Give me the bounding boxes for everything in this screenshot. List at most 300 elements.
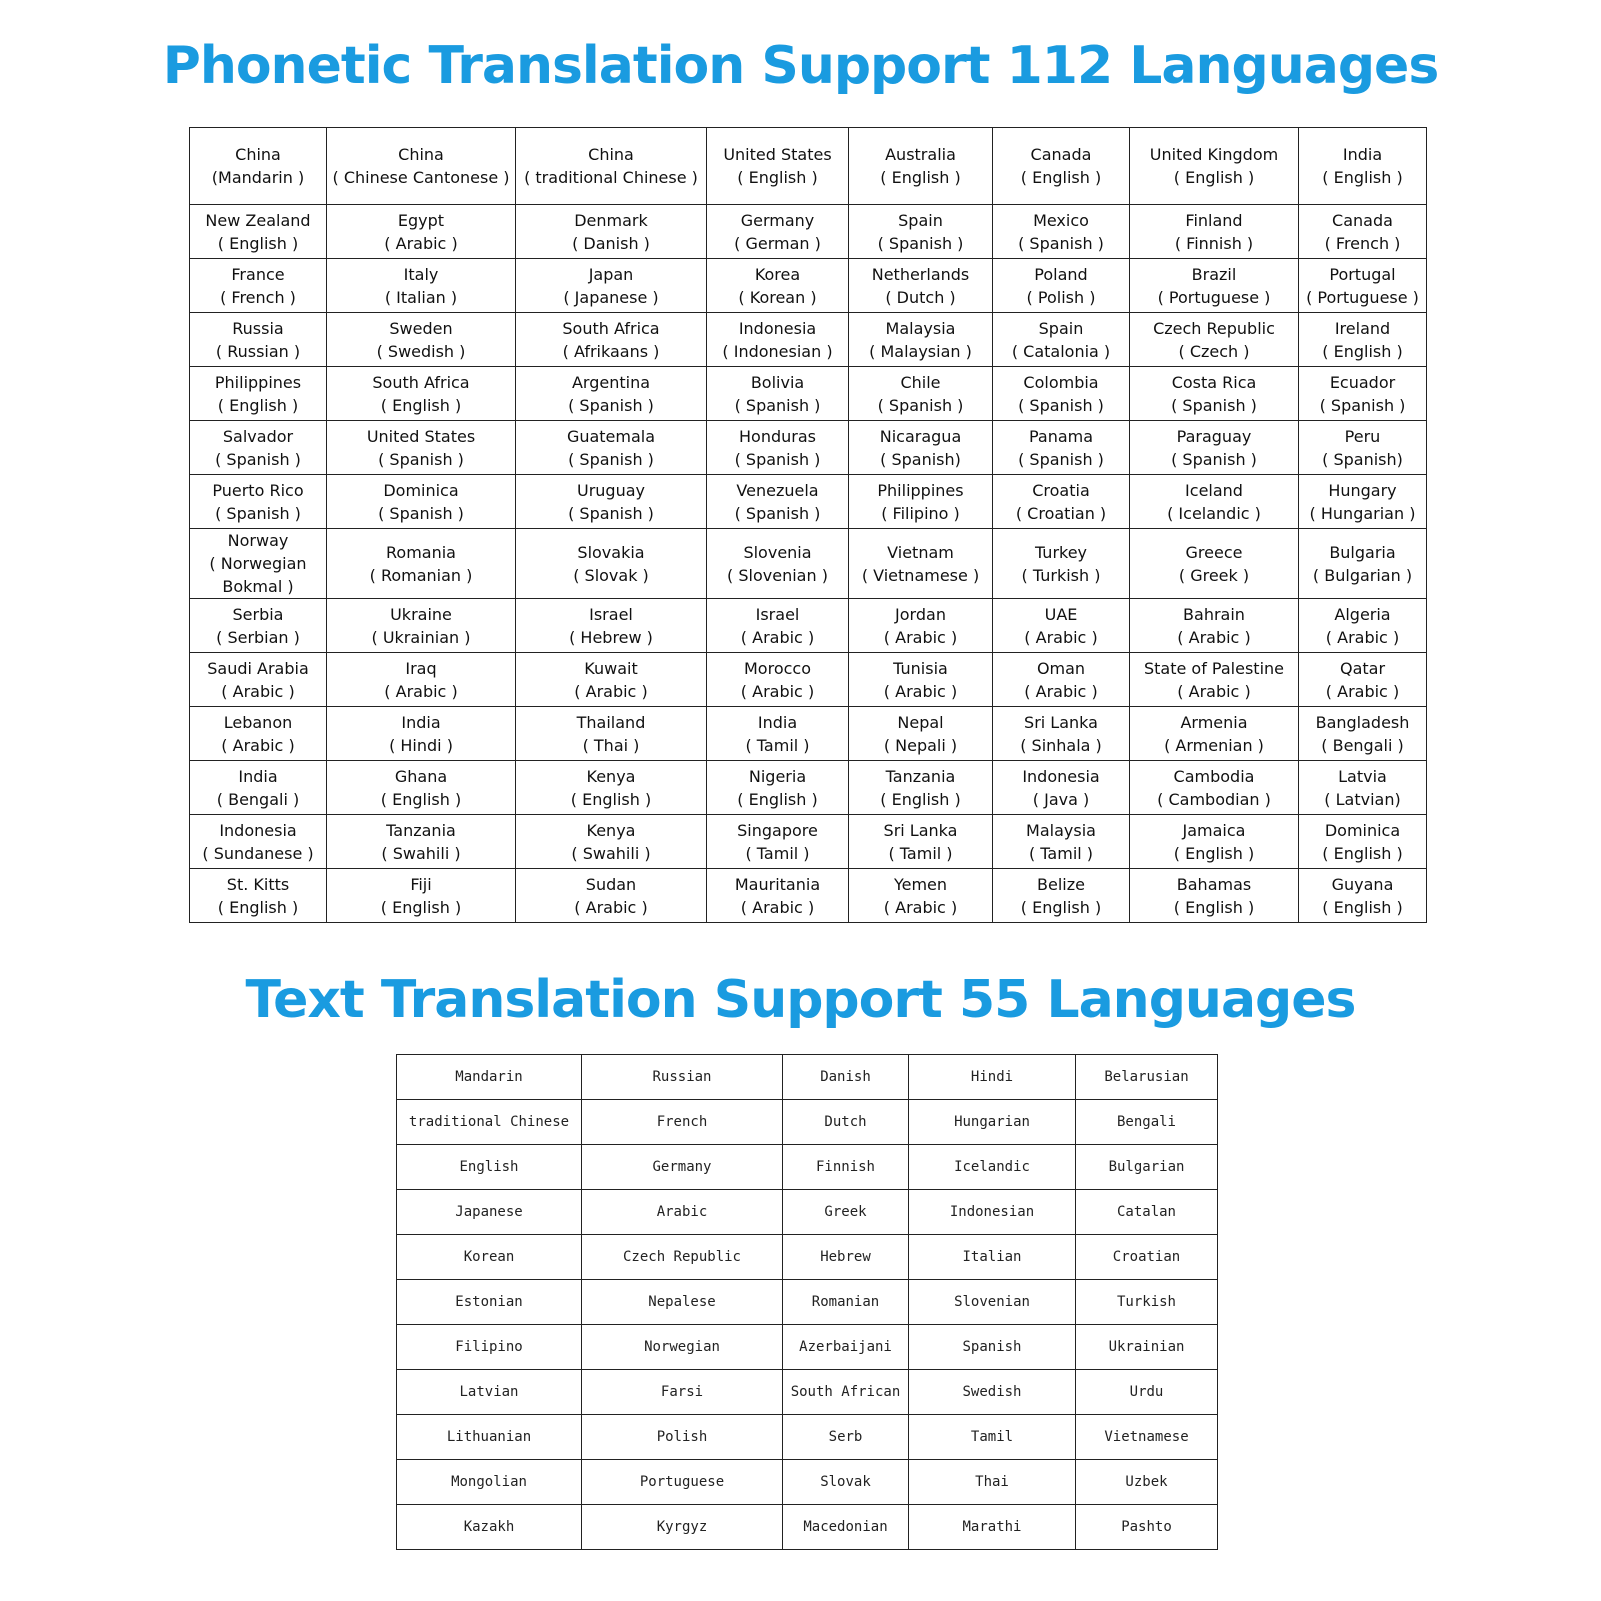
table-row	[397, 1100, 1218, 1145]
language-label: ( Spanish )	[734, 503, 821, 523]
language-label: ( Tamil )	[888, 843, 953, 863]
country-label: Dominica	[383, 480, 459, 500]
table-row	[397, 1190, 1218, 1235]
language-cell	[1130, 475, 1299, 529]
country-label: Iraq	[405, 658, 437, 678]
language-cell	[1299, 128, 1427, 205]
country-label: Fiji	[410, 874, 432, 894]
country-label: Greece	[1185, 542, 1243, 562]
language-cell	[849, 367, 993, 421]
language-label: ( Thai )	[582, 735, 640, 755]
language-label: ( English )	[380, 395, 462, 415]
language-cell	[849, 653, 993, 707]
language-label: (Mandarin )	[211, 168, 305, 187]
language-cell	[516, 653, 707, 707]
language-label: ( Spanish )	[1018, 395, 1104, 415]
language-cell	[516, 259, 707, 313]
language-label: ( English )	[1173, 897, 1255, 917]
language-label: ( Arabic )	[1024, 627, 1098, 647]
language-cell	[1130, 259, 1299, 313]
language-label: ( Bengali )	[1321, 735, 1404, 755]
country-label: Spain	[1038, 318, 1084, 338]
language-cell	[1130, 815, 1299, 869]
language-cell	[1130, 529, 1299, 599]
country-label: Salvador	[222, 426, 294, 446]
language-cell: Portuguese	[582, 1460, 783, 1505]
language-label: ( Arabic )	[221, 681, 295, 701]
table-row	[397, 1505, 1218, 1550]
language-label: ( Hebrew )	[569, 627, 653, 647]
country-label: Kenya	[586, 820, 636, 840]
language-cell: Indonesian	[909, 1190, 1076, 1235]
language-label: ( English )	[1322, 341, 1403, 361]
language-cell	[1130, 869, 1299, 923]
language-cell: Korean	[397, 1235, 582, 1280]
language-cell	[849, 599, 993, 653]
language-label: ( English )	[1322, 843, 1403, 863]
language-cell	[516, 529, 707, 599]
language-label: ( Spanish )	[877, 395, 964, 415]
language-label: ( Arabic )	[1325, 627, 1400, 647]
language-cell	[1299, 205, 1427, 259]
language-cell	[190, 367, 327, 421]
language-label: ( English )	[380, 897, 462, 917]
language-cell	[190, 259, 327, 313]
country-label: Israel	[589, 604, 633, 624]
language-cell: Filipino	[397, 1325, 582, 1370]
language-label: ( French )	[220, 287, 296, 307]
language-label: ( English )	[380, 789, 462, 809]
language-cell: Japanese	[397, 1190, 582, 1235]
table-row	[397, 1055, 1218, 1100]
language-cell	[190, 313, 327, 367]
country-label: UAE	[1044, 604, 1078, 624]
country-label: Israel	[755, 604, 800, 624]
language-cell	[993, 205, 1130, 259]
language-cell	[993, 421, 1130, 475]
language-cell	[993, 475, 1130, 529]
language-label: ( Spanish )	[1018, 449, 1104, 469]
language-cell: English	[397, 1145, 582, 1190]
language-label: ( English )	[217, 233, 299, 253]
language-cell: Estonian	[397, 1280, 582, 1325]
language-cell	[707, 761, 849, 815]
language-label: ( Greek )	[1178, 565, 1250, 585]
language-label: ( English )	[737, 168, 818, 187]
language-label: ( Arabic )	[883, 897, 958, 917]
country-label: Malaysia	[885, 318, 956, 338]
country-label: Ukraine	[390, 604, 452, 624]
language-cell	[190, 653, 327, 707]
table-row	[190, 653, 1427, 707]
language-label: ( English )	[737, 789, 818, 809]
language-cell: Ukrainian	[1076, 1325, 1218, 1370]
table-row	[397, 1325, 1218, 1370]
language-cell	[707, 259, 849, 313]
table-row	[190, 869, 1427, 923]
table-row	[190, 313, 1427, 367]
country-label: France	[231, 264, 285, 284]
country-label: Sudan	[585, 874, 637, 894]
language-cell	[190, 815, 327, 869]
language-cell: Mandarin	[397, 1055, 582, 1100]
language-label: ( Serbian )	[216, 627, 300, 647]
language-label: ( Hindi )	[389, 735, 453, 755]
country-label: State of Palestine	[1143, 658, 1284, 678]
language-cell	[707, 869, 849, 923]
language-cell: Croatian	[1076, 1235, 1218, 1280]
language-label: ( Russian )	[215, 341, 301, 361]
language-cell	[516, 869, 707, 923]
language-cell	[993, 367, 1130, 421]
country-label: Philippines	[214, 372, 302, 392]
country-label: South Africa	[372, 372, 470, 392]
language-cell	[993, 313, 1130, 367]
table-row	[190, 815, 1427, 869]
country-label: Germany	[740, 210, 815, 230]
language-cell	[849, 529, 993, 599]
country-label: Hungary	[1328, 480, 1397, 500]
language-cell: Hindi	[909, 1055, 1076, 1100]
language-cell	[1299, 869, 1427, 923]
country-label: Portugal	[1329, 264, 1396, 284]
table-row	[397, 1235, 1218, 1280]
language-cell	[327, 313, 516, 367]
language-cell: Slovak	[783, 1460, 909, 1505]
table-row	[190, 599, 1427, 653]
language-cell: Macedonian	[783, 1505, 909, 1550]
country-label: Mauritania	[734, 874, 821, 894]
language-cell: Romanian	[783, 1280, 909, 1325]
language-cell	[993, 707, 1130, 761]
language-cell	[1299, 421, 1427, 475]
language-cell	[993, 653, 1130, 707]
country-label: Cambodia	[1173, 766, 1255, 786]
language-cell: Italian	[909, 1235, 1076, 1280]
language-cell: Norwegian	[582, 1325, 783, 1370]
language-label: ( Indonesian )	[722, 341, 833, 361]
country-label: Tanzania	[386, 820, 456, 840]
language-cell: Swedish	[909, 1370, 1076, 1415]
language-cell: Germany	[582, 1145, 783, 1190]
language-cell: Spanish	[909, 1325, 1076, 1370]
language-label: ( Sinhala )	[1020, 735, 1102, 755]
country-label: Romania	[386, 542, 456, 562]
country-label: Armenia	[1180, 712, 1248, 732]
language-cell	[516, 761, 707, 815]
language-label: ( Romanian )	[369, 565, 473, 585]
country-label: Ecuador	[1329, 372, 1396, 392]
language-cell: Bulgarian	[1076, 1145, 1218, 1190]
language-cell	[190, 475, 327, 529]
language-cell	[993, 869, 1130, 923]
table-row	[397, 1280, 1218, 1325]
language-label: ( Vietnamese )	[861, 565, 980, 585]
language-label: ( Arabic )	[1325, 681, 1400, 701]
language-label: ( German )	[734, 233, 821, 253]
language-label: ( Czech )	[1178, 341, 1250, 361]
language-label: ( Arabic )	[740, 627, 815, 647]
language-label: ( Afrikaans )	[562, 341, 660, 361]
language-label: ( Tamil )	[745, 735, 810, 755]
language-label: ( Arabic )	[740, 897, 815, 917]
language-cell	[707, 599, 849, 653]
country-label: Canada	[1332, 210, 1393, 230]
country-label: India	[238, 766, 278, 786]
language-cell	[1130, 367, 1299, 421]
language-cell	[1130, 653, 1299, 707]
country-label: Mexico	[1033, 210, 1089, 230]
country-label: Sri Lanka	[883, 820, 958, 840]
table-row	[397, 1370, 1218, 1415]
language-label: ( Korean )	[738, 287, 817, 307]
country-label: Belize	[1037, 874, 1085, 894]
language-cell	[849, 707, 993, 761]
language-label: ( French )	[1324, 233, 1401, 253]
language-label: ( Swedish )	[376, 341, 466, 361]
language-label: ( Sundanese )	[202, 843, 314, 863]
language-cell	[190, 599, 327, 653]
country-label: Latvia	[1338, 766, 1387, 786]
language-label: ( Spanish )	[1319, 395, 1406, 415]
country-label: Slovenia	[743, 542, 812, 562]
country-label: Panama	[1028, 426, 1094, 446]
language-label: ( Hungarian )	[1309, 503, 1416, 523]
language-cell: Uzbek	[1076, 1460, 1218, 1505]
country-label: Russia	[232, 318, 284, 338]
country-label: Honduras	[739, 426, 816, 446]
country-label: Ireland	[1334, 318, 1391, 338]
language-cell	[516, 313, 707, 367]
country-label: Brazil	[1191, 264, 1237, 284]
language-cell: French	[582, 1100, 783, 1145]
country-label: Colombia	[1023, 372, 1099, 392]
language-label: ( Spanish )	[568, 503, 654, 523]
language-label: ( Croatian )	[1015, 503, 1107, 523]
language-cell	[707, 475, 849, 529]
language-cell: Kazakh	[397, 1505, 582, 1550]
country-label: Qatar	[1339, 658, 1386, 678]
language-cell	[707, 529, 849, 599]
language-label: ( Nepali )	[883, 735, 958, 755]
country-label: Oman	[1036, 658, 1086, 678]
country-label: Indonesia	[219, 820, 297, 840]
language-cell: Lithuanian	[397, 1415, 582, 1460]
language-cell	[1299, 653, 1427, 707]
country-label: Costa Rica	[1171, 372, 1257, 392]
language-cell: Serb	[783, 1415, 909, 1460]
language-label: ( Spanish )	[378, 449, 464, 469]
language-cell	[1299, 707, 1427, 761]
language-label: ( Danish )	[572, 233, 650, 253]
country-label: Uruguay	[577, 480, 645, 500]
table-row	[190, 529, 1427, 599]
country-label: Guyana	[1331, 874, 1394, 894]
language-label: ( Finnish )	[1174, 233, 1254, 253]
language-cell	[849, 128, 993, 205]
language-cell	[516, 367, 707, 421]
language-cell	[190, 529, 327, 599]
language-label: ( Arabic )	[574, 897, 648, 917]
language-cell	[707, 653, 849, 707]
language-cell	[1130, 707, 1299, 761]
country-label: Slovakia	[577, 542, 645, 562]
country-label: Ghana	[394, 766, 448, 786]
language-label: ( Spanish )	[568, 395, 654, 415]
language-cell	[1130, 599, 1299, 653]
country-label: Venezuela	[736, 480, 819, 500]
language-cell: Thai	[909, 1460, 1076, 1505]
country-label: Guatemala	[566, 426, 656, 446]
table-row	[397, 1460, 1218, 1505]
language-label: ( Tamil )	[745, 843, 810, 863]
country-label: Lebanon	[223, 712, 293, 732]
language-cell	[707, 205, 849, 259]
country-label: Singapore	[737, 820, 818, 840]
country-label: Paraguay	[1176, 426, 1252, 446]
table-row	[190, 761, 1427, 815]
language-label: ( Arabic )	[384, 233, 458, 253]
language-label: ( English )	[1020, 897, 1102, 917]
language-label: ( English )	[880, 168, 961, 187]
language-label: ( Slovak )	[573, 565, 649, 585]
country-label: Vietnam	[887, 542, 954, 562]
country-label: Peru	[1344, 426, 1381, 446]
language-label: ( Chinese Cantonese )	[332, 168, 510, 187]
language-cell: Hungarian	[909, 1100, 1076, 1145]
language-cell	[993, 529, 1130, 599]
language-cell: South African	[783, 1370, 909, 1415]
country-label: Bahrain	[1183, 604, 1245, 624]
language-cell: Mongolian	[397, 1460, 582, 1505]
language-label: Bokmal )	[222, 577, 294, 596]
language-cell	[327, 869, 516, 923]
language-label: ( Catalonia )	[1011, 341, 1111, 361]
language-cell: Arabic	[582, 1190, 783, 1235]
language-cell	[190, 707, 327, 761]
language-label: ( Spanish)	[1322, 449, 1403, 469]
language-label: ( English )	[570, 789, 652, 809]
language-cell: Nepalese	[582, 1280, 783, 1325]
language-label: ( Latvian)	[1324, 789, 1401, 809]
language-cell	[707, 815, 849, 869]
language-label: ( Spanish )	[378, 503, 464, 523]
language-cell	[849, 761, 993, 815]
country-label: Spain	[898, 210, 943, 230]
language-cell	[516, 707, 707, 761]
text-title: Text Translation Support 55 Languages	[245, 970, 1356, 1030]
country-label: United States	[366, 426, 476, 446]
language-cell	[327, 205, 516, 259]
country-label: Chile	[900, 372, 941, 392]
language-cell	[327, 475, 516, 529]
country-label: Australia	[885, 145, 956, 164]
language-cell	[1299, 529, 1427, 599]
language-cell	[1130, 313, 1299, 367]
country-label: Bulgaria	[1329, 542, 1396, 562]
language-cell: Catalan	[1076, 1190, 1218, 1235]
country-label: India	[757, 712, 798, 732]
country-label: Bangladesh	[1315, 712, 1410, 732]
language-cell	[1130, 128, 1299, 205]
language-label: ( Polish )	[1026, 287, 1096, 307]
language-cell	[327, 128, 516, 205]
language-label: ( Arabic )	[384, 681, 458, 701]
language-cell: Latvian	[397, 1370, 582, 1415]
language-label: ( Armenian )	[1164, 735, 1264, 755]
country-label: Denmark	[574, 210, 648, 230]
language-label: ( Arabic )	[574, 681, 648, 701]
country-label: Indonesia	[1022, 766, 1100, 786]
language-label: ( Dutch )	[885, 287, 956, 307]
country-label: Jordan	[895, 604, 946, 624]
language-cell	[1130, 421, 1299, 475]
language-label: ( Java )	[1032, 789, 1090, 809]
table-row	[397, 1415, 1218, 1460]
country-label: Morocco	[744, 658, 811, 678]
language-cell	[516, 421, 707, 475]
country-label: Italy	[403, 264, 439, 284]
country-label: Kenya	[586, 766, 636, 786]
language-cell: Bengali	[1076, 1100, 1218, 1145]
country-label: China	[398, 145, 444, 164]
language-label: ( Spanish )	[734, 449, 821, 469]
language-label: ( Portuguese )	[1306, 287, 1419, 307]
language-label: ( English )	[1322, 897, 1403, 917]
language-cell: Azerbaijani	[783, 1325, 909, 1370]
country-label: Malaysia	[1026, 820, 1096, 840]
language-label: ( Arabic )	[1177, 627, 1251, 647]
country-label: Kuwait	[584, 658, 638, 678]
language-cell: Pashto	[1076, 1505, 1218, 1550]
language-cell	[190, 421, 327, 475]
language-cell: traditional Chinese	[397, 1100, 582, 1145]
language-label: ( Arabic )	[221, 735, 295, 755]
country-label: Bahamas	[1176, 874, 1252, 894]
country-label: Bolivia	[750, 372, 805, 392]
country-label: Norway	[227, 531, 289, 550]
language-label: ( traditional Chinese )	[524, 168, 698, 187]
language-label: ( Arabic )	[1177, 681, 1251, 701]
language-cell	[1299, 475, 1427, 529]
text-languages-table	[396, 1054, 1218, 1550]
language-cell: Dutch	[783, 1100, 909, 1145]
country-label: Argentina	[571, 372, 651, 392]
language-cell: Hebrew	[783, 1235, 909, 1280]
language-cell: Marathi	[909, 1505, 1076, 1550]
country-label: Thailand	[576, 712, 646, 732]
language-cell	[1299, 815, 1427, 869]
language-cell	[190, 761, 327, 815]
language-cell: Finnish	[783, 1145, 909, 1190]
table-row	[190, 367, 1427, 421]
language-label: ( Icelandic )	[1167, 503, 1261, 523]
language-cell	[516, 815, 707, 869]
language-cell: Tamil	[909, 1415, 1076, 1460]
table-row	[190, 259, 1427, 313]
language-cell	[327, 599, 516, 653]
language-label: ( Malaysian )	[869, 341, 972, 361]
language-cell	[516, 475, 707, 529]
language-cell	[327, 815, 516, 869]
country-label: Egypt	[397, 210, 445, 230]
language-label: ( Spanish )	[568, 449, 654, 469]
language-cell: Russian	[582, 1055, 783, 1100]
language-label: ( Spanish )	[215, 503, 301, 523]
language-cell	[327, 259, 516, 313]
language-cell	[1130, 761, 1299, 815]
language-cell: Urdu	[1076, 1370, 1218, 1415]
